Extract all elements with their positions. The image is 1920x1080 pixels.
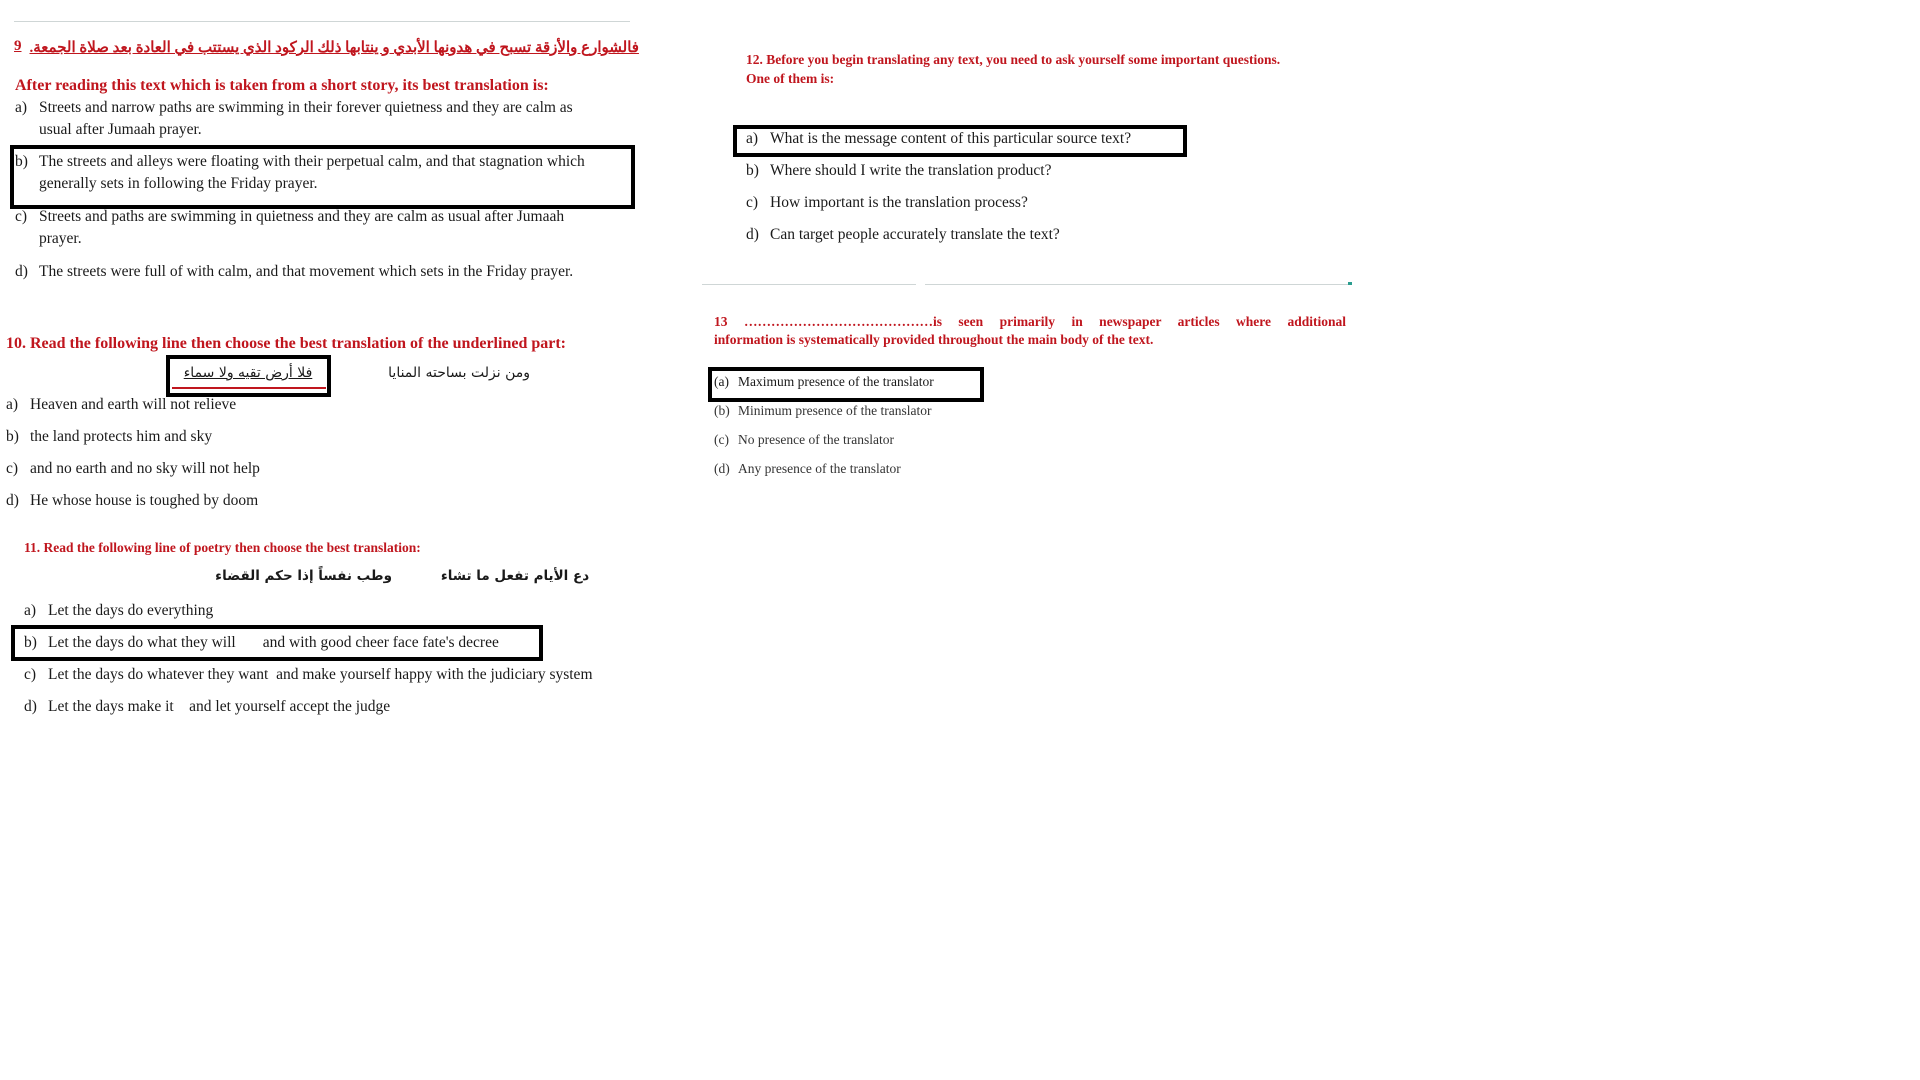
option-letter: (d) [714, 461, 730, 476]
q13-instruction-line1: 13 ……………………………………is seen primarily in newspaper articles where additional [714, 314, 1346, 329]
option-letter: b) [15, 153, 28, 170]
option-letter: d) [15, 263, 28, 280]
option-text: Let the days do everything [48, 602, 214, 619]
q10-verse-right: ومن نزلت بساحته المنايا [388, 365, 530, 381]
option-text: and no earth and no sky will not help [30, 460, 260, 477]
option-letter: a) [15, 99, 28, 116]
q13-option-b[interactable] [714, 403, 931, 419]
option-letter: a) [746, 130, 759, 147]
q9-option-a[interactable] [15, 97, 573, 141]
q12-option-d[interactable] [746, 224, 1060, 246]
q12-option-a[interactable] [746, 128, 1131, 150]
q12-option-b[interactable] [746, 160, 1052, 182]
divider-end-mark [1348, 282, 1352, 285]
q10-option-a[interactable] [6, 394, 236, 416]
option-text: No presence of the translator [738, 432, 894, 447]
q11-verse-right: دع الأيام تفعل ما تشاء [440, 568, 590, 584]
option-text: The streets were full of with calm, and that movement which sets in the Friday prayer. [39, 263, 574, 280]
q10-verse-left: فلا أرض تقيه ولا سماء [183, 365, 313, 381]
option-letter: b) [6, 428, 19, 445]
option-text: Any presence of the translator [738, 461, 901, 476]
option-letter: a) [24, 602, 37, 619]
option-text-cont: prayer. [39, 230, 82, 247]
section-divider-left [702, 284, 916, 285]
option-letter: (a) [714, 374, 729, 389]
q10-option-b[interactable] [6, 426, 212, 448]
q13-option-d[interactable] [714, 461, 901, 477]
q10-option-c[interactable] [6, 458, 260, 480]
q12-option-c[interactable] [746, 192, 1028, 214]
option-letter: d) [6, 492, 19, 509]
q9-arabic-prompt [14, 38, 639, 57]
option-text: What is the message content of this particular source text? [770, 130, 1132, 147]
option-text: Minimum presence of the translator [738, 403, 932, 418]
q12-instruction [746, 50, 1280, 88]
q11-option-b[interactable] [24, 632, 499, 654]
option-letter: c) [24, 666, 37, 683]
q13-instruction-line2: information is systematically provided throughout the main body of the text. [714, 332, 1154, 347]
option-text: Can target people accurately translate the text? [770, 226, 1060, 243]
option-text: Let the days make it and let yourself accept the judge [48, 698, 391, 715]
option-text: Where should I write the translation product? [770, 162, 1052, 179]
option-letter: (c) [714, 432, 729, 447]
option-text: How important is the translation process? [770, 194, 1028, 211]
option-text: Heaven and earth will not relieve [30, 396, 237, 413]
option-letter: a) [6, 396, 19, 413]
option-letter: b) [746, 162, 759, 179]
q11-option-d[interactable] [24, 696, 390, 718]
option-text: Maximum presence of the translator [738, 374, 934, 389]
q12-instruction-line2: One of them is: [746, 71, 835, 86]
option-letter: b) [24, 634, 37, 651]
option-letter: d) [746, 226, 759, 243]
q11-verse-left: وطب نفساً إذا حكم القضاء [215, 568, 392, 584]
q9-arabic-text: فالشوارع والأزقة تسبح في هدونها الأبدي و ينتابها ذلك الركود الذي يستتب في العادة بعد صلاة الجمعة. [29, 40, 639, 56]
q10-underline-mark [172, 387, 326, 389]
option-letter: c) [15, 208, 28, 225]
option-letter: d) [24, 698, 37, 715]
q13-instruction [714, 313, 1346, 349]
q9-instruction: After reading this text which is taken from a short story, its best translation is: [15, 77, 549, 94]
option-text: Let the days do what they will and with good cheer face fate's decree [48, 634, 499, 651]
q10-instruction: 10. Read the following line then choose the best translation of the underlined part: [6, 335, 566, 352]
option-text: the land protects him and sky [30, 428, 213, 445]
option-text: The streets and alleys were floating with their perpetual calm, and that stagnation which [39, 153, 585, 170]
q9-option-b[interactable] [15, 151, 585, 195]
q11-option-a[interactable] [24, 600, 213, 622]
q11-option-c[interactable] [24, 664, 593, 686]
section-divider-right [925, 284, 1350, 285]
q11-instruction: 11. Read the following line of poetry then choose the best translation: [24, 540, 421, 555]
q9-option-c[interactable] [15, 206, 564, 250]
option-letter: c) [746, 194, 759, 211]
q9-option-d[interactable] [15, 261, 573, 283]
option-text: Streets and narrow paths are swimming in their forever quietness and they are calm as [39, 99, 573, 116]
top-divider [14, 21, 630, 22]
q12-instruction-line1: 12. Before you begin translating any text, you need to ask yourself some important questions. [746, 52, 1281, 67]
option-letter: c) [6, 460, 19, 477]
option-text-cont: generally sets in following the Friday prayer. [39, 175, 318, 192]
option-text: Streets and paths are swimming in quietness and they are calm as usual after Jumaah [39, 208, 565, 225]
q9-number: 9 [14, 38, 22, 54]
option-text: Let the days do whatever they want and make yourself happy with the judiciary system [48, 666, 593, 683]
q13-option-c[interactable] [714, 432, 894, 448]
option-text: He whose house is toughed by doom [30, 492, 259, 509]
option-letter: (b) [714, 403, 730, 418]
q10-option-d[interactable] [6, 490, 258, 512]
option-text-cont: usual after Jumaah prayer. [39, 121, 202, 138]
q13-option-a[interactable] [714, 374, 934, 390]
